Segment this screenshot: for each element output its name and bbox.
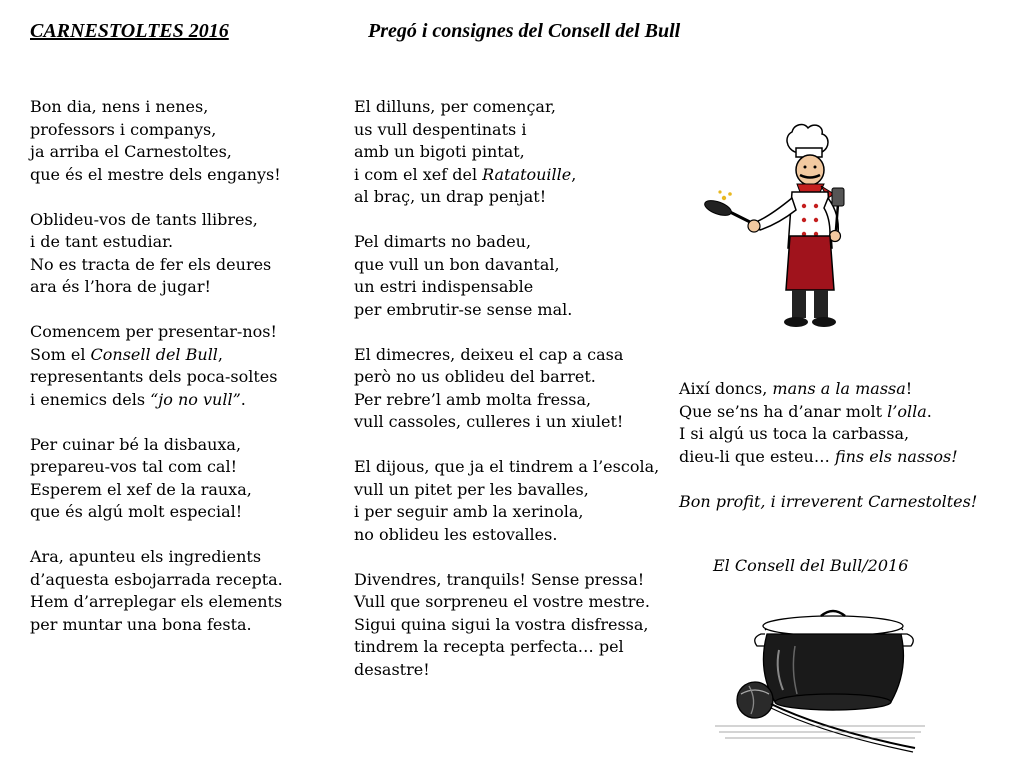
stanza-farewell bbox=[679, 491, 977, 514]
poem-line: que vull un bon davantal, bbox=[354, 254, 560, 274]
poem-line bbox=[679, 401, 977, 424]
poem-line: professors i companys, bbox=[30, 119, 217, 139]
text-run: i com el xef del bbox=[354, 164, 483, 184]
poem-line bbox=[30, 344, 283, 367]
stanza-2 bbox=[30, 209, 283, 299]
signature: El Consell del Bull/2016 bbox=[713, 556, 909, 575]
poem-line: per muntar una bona festa. bbox=[30, 614, 252, 634]
header-title-prego: Pregó i consignes del Consell del Bull bbox=[368, 20, 681, 42]
poem-line: Bon dia, nens i nenes, bbox=[30, 97, 209, 116]
text-run: dieu-li que esteu… bbox=[679, 446, 835, 466]
poem-line bbox=[679, 378, 977, 401]
italic-text: mans a la massa bbox=[772, 379, 906, 398]
italic-text: Consell del Bull bbox=[90, 344, 218, 364]
poem-line: ara és l’hora de jugar! bbox=[30, 277, 211, 296]
text-run: Som el bbox=[30, 344, 91, 364]
poem-line: ja arriba el Carnestoltes, bbox=[30, 142, 232, 161]
text-run: Així doncs, bbox=[679, 379, 773, 398]
italic-text: l’olla bbox=[887, 401, 927, 421]
poem-line: El dilluns, per començar, bbox=[354, 97, 556, 116]
poem-line bbox=[679, 446, 977, 469]
chef-illustration bbox=[700, 118, 850, 330]
italic-text: “jo no vull” bbox=[150, 389, 241, 409]
italic-text: Ratatouille bbox=[482, 164, 572, 184]
poem-line: que és el mestre dels enganys! bbox=[30, 164, 281, 184]
poem-line: desastre! bbox=[354, 659, 430, 679]
poem-line: que és algú molt especial! bbox=[30, 502, 243, 521]
text-run: Que se’ns ha d’anar molt bbox=[679, 401, 888, 421]
poem-line: Hem d’arreplegar els elements bbox=[30, 592, 283, 611]
poem-line: tindrem la recepta perfecta… pel bbox=[354, 637, 624, 656]
poem-column-3 bbox=[679, 378, 977, 536]
poem-line: per embrutir-se sense mal. bbox=[354, 299, 573, 319]
poem-line: no oblideu les estovalles. bbox=[354, 524, 558, 544]
poem-line: amb un bigoti pintat, bbox=[354, 142, 525, 161]
poem-line: Ara, apunteu els ingredients bbox=[30, 547, 262, 566]
poem-line: Comencem per presentar-nos! bbox=[30, 322, 277, 341]
stanza-4 bbox=[30, 434, 283, 524]
poem-line bbox=[354, 164, 659, 187]
poem-line: vull un pitet per les bavalles, bbox=[354, 479, 589, 499]
stanza-wednesday bbox=[354, 344, 659, 434]
poem-line: i de tant estudiar. bbox=[30, 232, 174, 251]
pot-illustration bbox=[705, 590, 930, 760]
poem-line: representants dels poca-soltes bbox=[30, 367, 278, 386]
poem-line: El dijous, que ja el tindrem a l’escola, bbox=[354, 457, 660, 476]
poem-line: Sigui quina sigui la vostra disfressa, bbox=[354, 614, 649, 634]
closing-line: Bon profit, i irreverent Carnestoltes! bbox=[679, 491, 978, 511]
stanza-1 bbox=[30, 96, 283, 186]
poem-line: Esperem el xef de la rauxa, bbox=[30, 479, 252, 499]
poem-column-1 bbox=[30, 96, 283, 659]
poem-line bbox=[30, 389, 283, 412]
text-run: , bbox=[217, 344, 224, 364]
stanza-friday bbox=[354, 569, 659, 682]
text-run: , bbox=[571, 164, 577, 184]
stanza-5 bbox=[30, 546, 283, 636]
poem-line: El dimecres, deixeu el cap a casa bbox=[354, 344, 624, 364]
text-run: i enemics dels bbox=[30, 389, 151, 409]
text-run: ! bbox=[905, 379, 913, 398]
stanza-closing bbox=[679, 378, 977, 468]
header-title-carnestoltes: CARNESTOLTES 2016 bbox=[30, 20, 229, 42]
poem-line: però no us oblideu del barret. bbox=[354, 367, 596, 386]
poem-line: vull cassoles, culleres i un xiulet! bbox=[354, 412, 624, 431]
poem-line: I si algú us toca la carbassa, bbox=[679, 424, 910, 443]
stanza-tuesday bbox=[354, 231, 659, 321]
poem-line: prepareu-vos tal com cal! bbox=[30, 457, 238, 476]
text-run: . bbox=[926, 401, 932, 421]
text-run: . bbox=[240, 389, 246, 409]
stanza-3 bbox=[30, 321, 283, 411]
stanza-thursday bbox=[354, 456, 659, 546]
poem-line: Vull que sorpreneu el vostre mestre. bbox=[354, 592, 650, 611]
poem-line: al braç, un drap penjat! bbox=[354, 187, 547, 206]
poem-line: No es tracta de fer els deures bbox=[30, 254, 272, 274]
stanza-monday bbox=[354, 96, 659, 209]
poem-line: Pel dimarts no badeu, bbox=[354, 232, 532, 251]
poem-line: us vull despentinats i bbox=[354, 119, 527, 139]
poem-line: d’aquesta esbojarrada recepta. bbox=[30, 569, 283, 589]
poem-line: un estri indispensable bbox=[354, 277, 534, 296]
italic-text: fins els nassos! bbox=[834, 446, 958, 466]
poem-line: Oblideu-vos de tants llibres, bbox=[30, 209, 258, 229]
poem-column-2 bbox=[354, 96, 659, 704]
poem-line: Per cuinar bé la disbauxa, bbox=[30, 434, 242, 454]
poem-line: i per seguir amb la xerinola, bbox=[354, 502, 584, 521]
poem-line: Per rebre’l amb molta fressa, bbox=[354, 389, 592, 409]
poem-line: Divendres, tranquils! Sense pressa! bbox=[354, 569, 645, 589]
